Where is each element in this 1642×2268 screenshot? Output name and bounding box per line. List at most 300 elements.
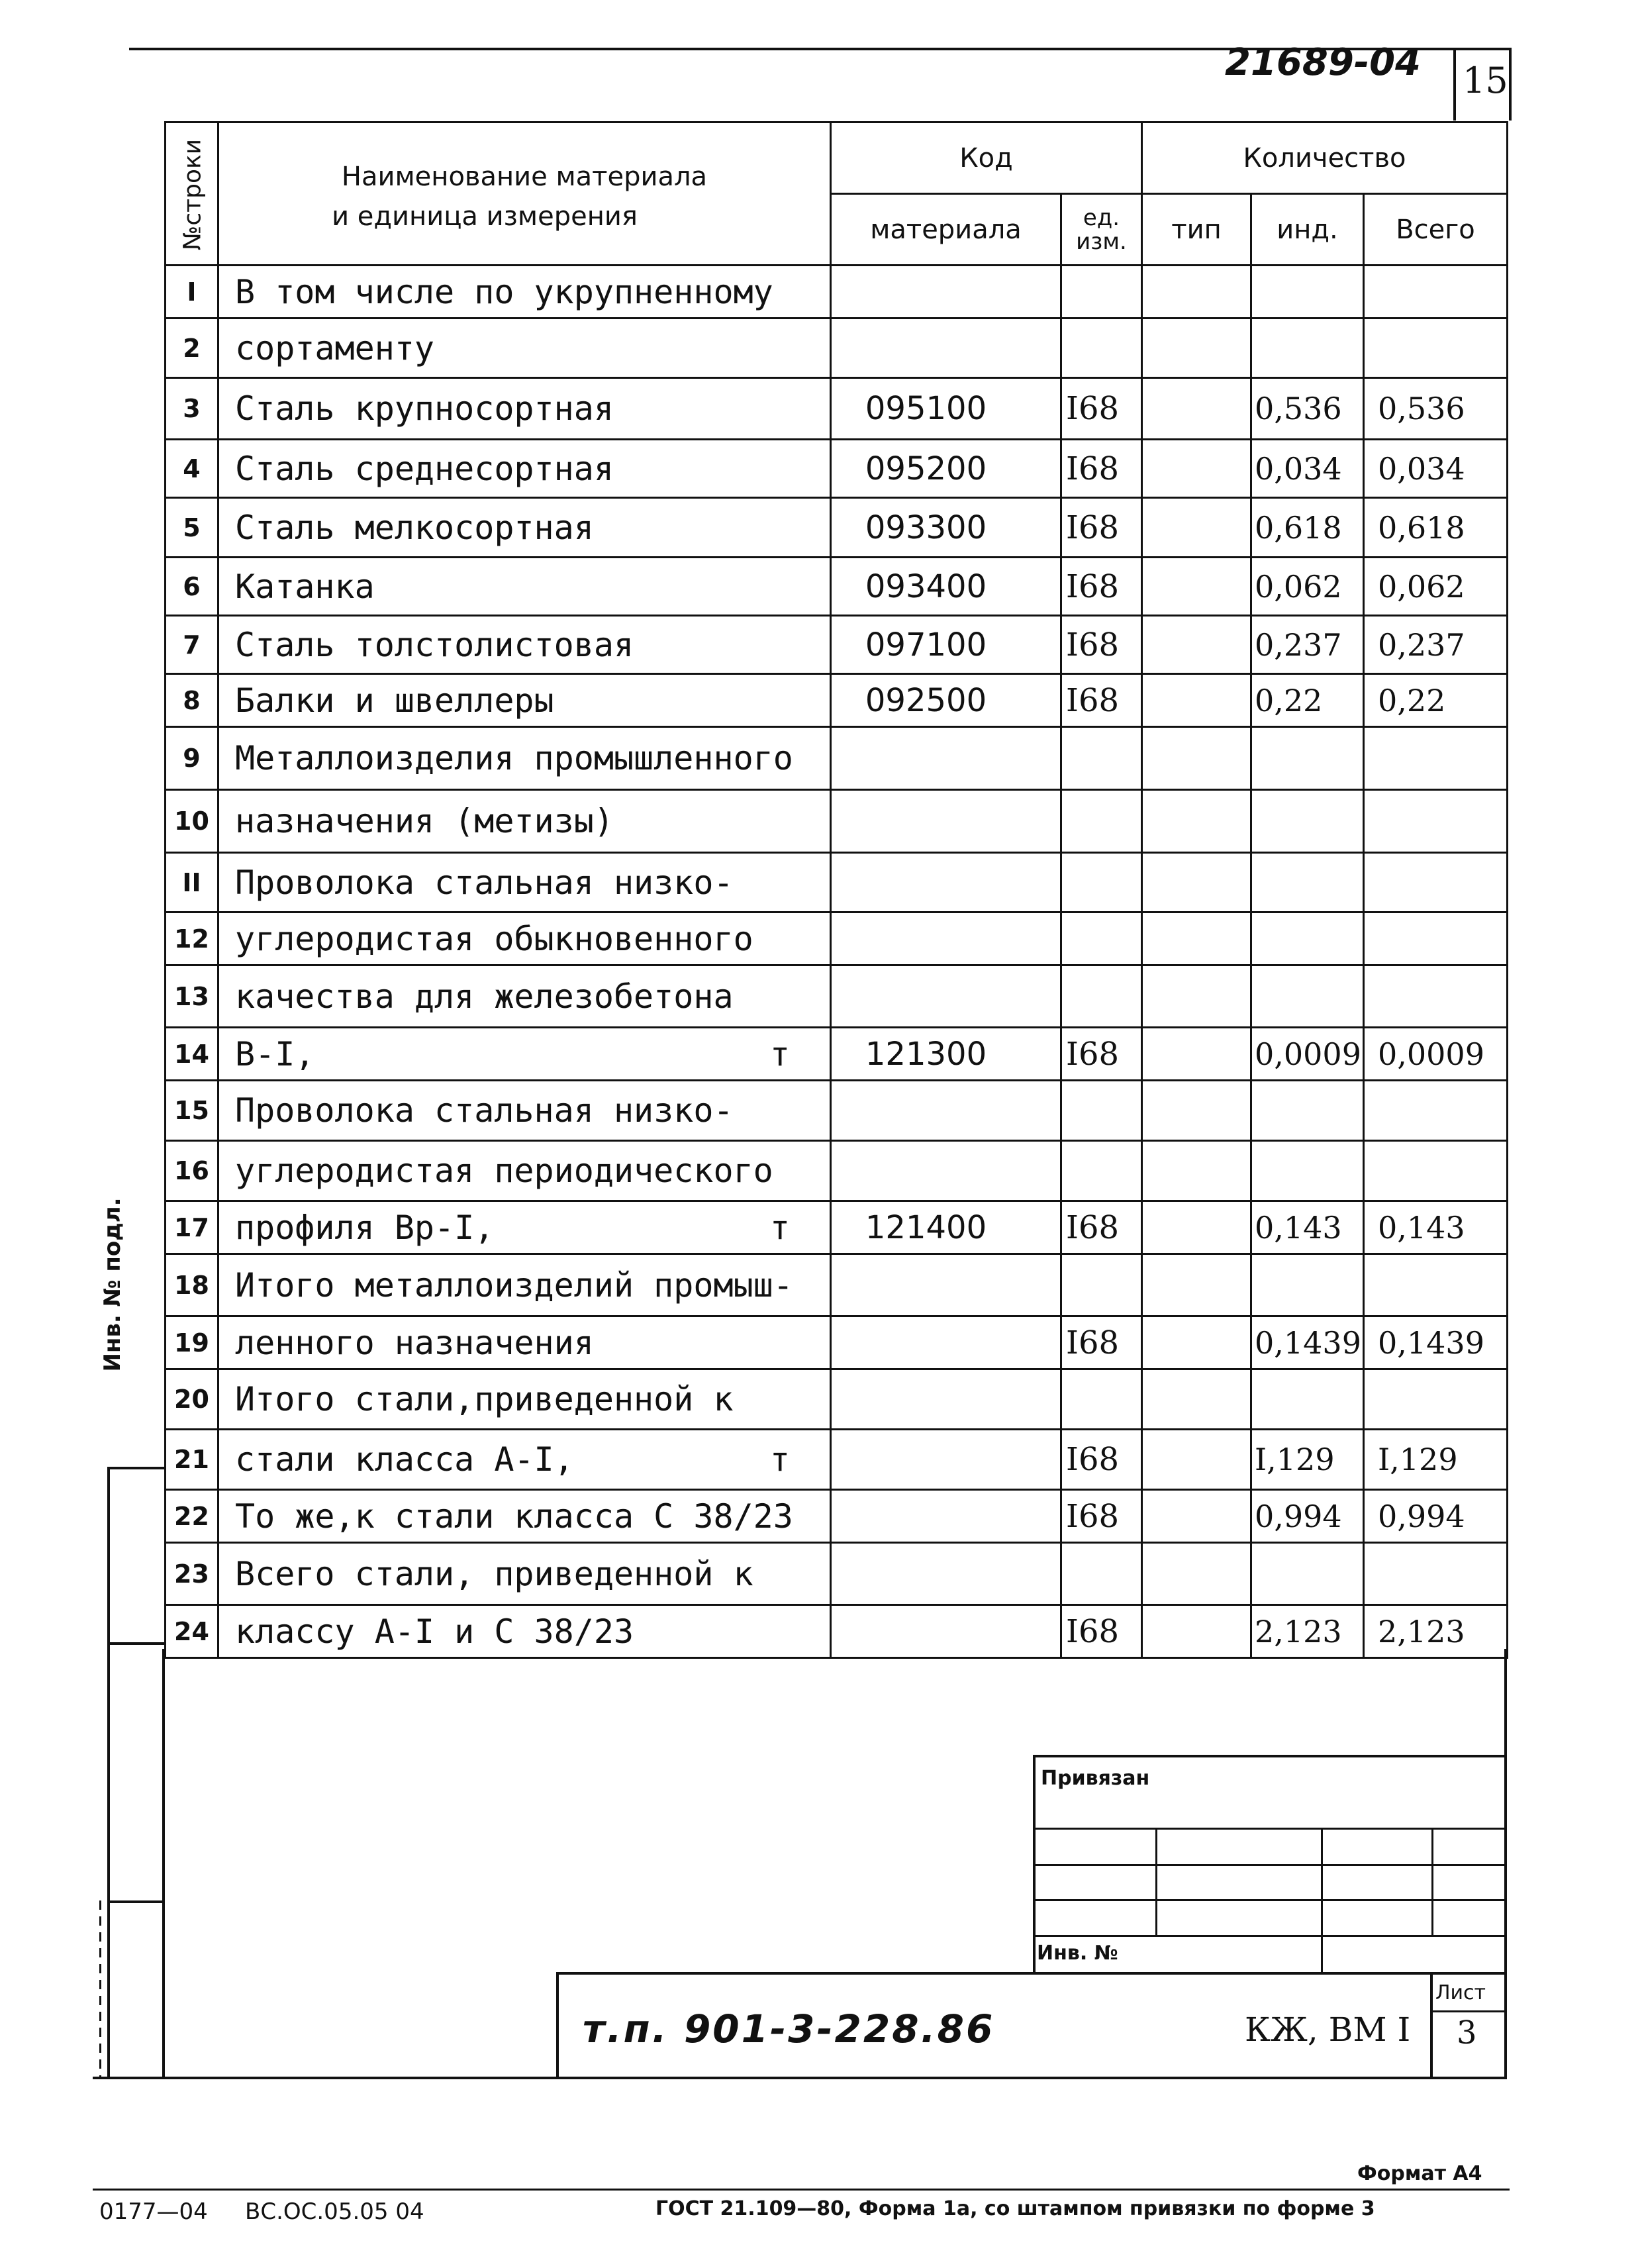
row-number-text: 15	[174, 1096, 209, 1125]
quantity-ind	[1251, 378, 1364, 440]
unit-code-text: I68	[1066, 450, 1120, 487]
materials-table-header	[164, 121, 1508, 266]
footer-code-left2: ВС.ОС.05.05 04	[245, 2198, 424, 2225]
material-code	[831, 498, 1061, 558]
material-name-text: стали класса А-I,	[235, 1440, 574, 1479]
quantity-total	[1364, 1254, 1508, 1316]
row-number	[166, 1369, 218, 1430]
material-code	[831, 558, 1061, 616]
quantity-total	[1364, 558, 1508, 616]
row-number-text: 10	[174, 807, 209, 836]
format-label: Формат А4	[1357, 2162, 1482, 2185]
quantity-total-text: 0,536	[1378, 391, 1465, 426]
row-number-text: 7	[183, 630, 201, 660]
quantity-type	[1142, 853, 1251, 912]
material-code-text: 121300	[865, 1035, 987, 1073]
table-row	[166, 853, 1508, 912]
material-code	[831, 1081, 1061, 1141]
sheet-label: Лист	[1435, 1981, 1486, 2004]
unit-code-text: I68	[1066, 509, 1120, 546]
left-strip-outer-line	[107, 1467, 110, 2079]
row-number	[166, 1543, 218, 1605]
material-name-text: Итого металлоизделий промыш-	[235, 1265, 793, 1305]
quantity-total	[1364, 266, 1508, 319]
material-code	[831, 319, 1061, 378]
quantity-ind-text: 2,123	[1255, 1613, 1342, 1650]
material-code	[831, 1430, 1061, 1490]
quantity-total-text: 0,618	[1378, 509, 1465, 546]
material-code-text: 095100	[865, 390, 987, 427]
quantity-total	[1364, 498, 1508, 558]
quantity-total	[1364, 1201, 1508, 1254]
unit-code	[1061, 1316, 1142, 1369]
material-name-text: Катанка	[235, 567, 375, 606]
row-number-text: 16	[174, 1156, 209, 1185]
table-row	[166, 1081, 1508, 1141]
material-name-text: ленного назначения	[235, 1323, 594, 1362]
unit-code	[1061, 1141, 1142, 1201]
unit-code	[1061, 674, 1142, 727]
quantity-ind	[1251, 266, 1364, 319]
material-name	[218, 558, 831, 616]
table-row	[166, 1369, 1508, 1430]
quantity-total	[1364, 912, 1508, 965]
quantity-ind	[1251, 853, 1364, 912]
quantity-ind	[1251, 674, 1364, 727]
sheet-cell-divider	[1430, 2010, 1507, 2012]
material-code-text: 121400	[865, 1208, 987, 1246]
unit-code	[1061, 266, 1142, 319]
header-code-group: Код	[831, 123, 1142, 194]
row-number	[166, 378, 218, 440]
material-name	[218, 1254, 831, 1316]
unit-code-text: I68	[1066, 567, 1120, 605]
quantity-total	[1364, 965, 1508, 1028]
quantity-total	[1364, 440, 1508, 498]
quantity-total-text: 0,143	[1378, 1209, 1465, 1246]
quantity-total	[1364, 790, 1508, 853]
quantity-type	[1142, 1369, 1251, 1430]
material-name	[218, 674, 831, 727]
quantity-ind	[1251, 1254, 1364, 1316]
material-name-text: Проволока стальная низко-	[235, 1091, 734, 1130]
table-row	[166, 1141, 1508, 1201]
quantity-ind	[1251, 319, 1364, 378]
row-number	[166, 1141, 218, 1201]
footer-line	[93, 2189, 1510, 2191]
material-unit: т	[769, 1440, 790, 1479]
material-code	[831, 1028, 1061, 1081]
material-name	[218, 1141, 831, 1201]
row-number	[166, 1201, 218, 1254]
header-code-material: материала	[831, 194, 1061, 266]
material-name-text: Металлоизделия промышленного	[235, 739, 793, 777]
material-name	[218, 965, 831, 1028]
material-name	[218, 1490, 831, 1543]
quantity-type	[1142, 1605, 1251, 1658]
row-number	[166, 674, 218, 727]
quantity-total	[1364, 1430, 1508, 1490]
material-code	[831, 1316, 1061, 1369]
unit-code	[1061, 1254, 1142, 1316]
quantity-type	[1142, 616, 1251, 674]
header-quantity-ind: инд.	[1251, 194, 1364, 266]
row-number	[166, 912, 218, 965]
material-name-text: профиля Вр-I,	[235, 1208, 495, 1247]
unit-code	[1061, 1430, 1142, 1490]
quantity-type	[1142, 319, 1251, 378]
quantity-type	[1142, 1543, 1251, 1605]
header-row-number	[166, 123, 218, 266]
material-name	[218, 1543, 831, 1605]
quantity-total	[1364, 1605, 1508, 1658]
stamp-v-1	[1155, 1828, 1157, 1935]
table-row	[166, 1490, 1508, 1543]
material-name	[218, 378, 831, 440]
material-name	[218, 1430, 831, 1490]
quantity-ind	[1251, 558, 1364, 616]
material-name-text: То же,к стали класса С 38/23	[235, 1497, 793, 1536]
material-name	[218, 1201, 831, 1254]
row-number-text: 9	[183, 744, 201, 773]
row-number	[166, 1028, 218, 1081]
material-code	[831, 1201, 1061, 1254]
table-row	[166, 1543, 1508, 1605]
material-name	[218, 1369, 831, 1430]
quantity-ind-text: 0,143	[1255, 1209, 1342, 1246]
table-row	[166, 1201, 1508, 1254]
project-number: т.п. 901-3-228.86	[583, 2006, 995, 2051]
unit-code	[1061, 319, 1142, 378]
quantity-total-text: 0,034	[1378, 450, 1465, 487]
quantity-ind-text: 0,536	[1255, 391, 1342, 426]
unit-code	[1061, 965, 1142, 1028]
row-number-text: 8	[183, 685, 201, 715]
quantity-type	[1142, 558, 1251, 616]
inventory-label: Инв. №	[1037, 1942, 1118, 1965]
stamp-h-1	[1033, 1828, 1504, 1830]
quantity-type	[1142, 1430, 1251, 1490]
quantity-total	[1364, 674, 1508, 727]
quantity-type	[1142, 790, 1251, 853]
unit-code	[1061, 378, 1142, 440]
unit-code-text: I68	[1066, 681, 1120, 719]
sheet-value: 3	[1457, 2014, 1477, 2051]
quantity-total	[1364, 1543, 1508, 1605]
material-name	[218, 1316, 831, 1369]
stamp-h-2	[1033, 1864, 1504, 1866]
side-label: Инв. № подл.	[99, 1197, 126, 1372]
quantity-ind	[1251, 1490, 1364, 1543]
quantity-type	[1142, 498, 1251, 558]
quantity-total	[1364, 1081, 1508, 1141]
left-strip-dashed	[99, 1900, 101, 2079]
material-name	[218, 790, 831, 853]
quantity-total	[1364, 378, 1508, 440]
stamp-v-2	[1321, 1828, 1323, 1973]
quantity-total	[1364, 1028, 1508, 1081]
sheet-cell-left	[1430, 1972, 1433, 2079]
quantity-ind	[1251, 1141, 1364, 1201]
unit-code	[1061, 558, 1142, 616]
material-code	[831, 378, 1061, 440]
left-strip-divider-1	[107, 1467, 164, 1469]
quantity-type	[1142, 1254, 1251, 1316]
quantity-total	[1364, 616, 1508, 674]
material-code	[831, 727, 1061, 790]
row-number-text: 20	[174, 1385, 209, 1414]
unit-code	[1061, 1028, 1142, 1081]
material-name	[218, 1081, 831, 1141]
material-name	[218, 853, 831, 912]
quantity-ind	[1251, 1543, 1364, 1605]
quantity-ind	[1251, 1316, 1364, 1369]
quantity-ind	[1251, 965, 1364, 1028]
quantity-ind-text: 0,062	[1255, 568, 1342, 605]
table-row	[166, 912, 1508, 965]
material-code	[831, 440, 1061, 498]
header-row-number-label: №строки	[179, 138, 207, 251]
stamp-h-3	[1033, 1899, 1504, 1901]
document-code: 21689-04	[1225, 41, 1421, 84]
unit-code-text: I68	[1066, 1208, 1120, 1246]
material-name-text: В-I,	[235, 1034, 315, 1073]
row-number-text: 6	[183, 571, 201, 601]
row-number	[166, 790, 218, 853]
unit-code	[1061, 1543, 1142, 1605]
quantity-total-text: 0,062	[1378, 568, 1465, 605]
material-name-text: Итого стали,приведенной к	[235, 1380, 734, 1418]
quantity-ind	[1251, 912, 1364, 965]
left-strip-bottom	[93, 2077, 164, 2079]
row-number	[166, 1254, 218, 1316]
material-code	[831, 1543, 1061, 1605]
row-number	[166, 1490, 218, 1543]
quantity-ind	[1251, 498, 1364, 558]
unit-code-text: I68	[1066, 1324, 1120, 1361]
unit-code	[1061, 727, 1142, 790]
header-quantity-group: Количество	[1142, 123, 1508, 194]
stamp-v-3	[1431, 1828, 1433, 1935]
material-code-text: 093300	[865, 509, 987, 546]
quantity-ind	[1251, 727, 1364, 790]
quantity-type	[1142, 1028, 1251, 1081]
quantity-type	[1142, 1141, 1251, 1201]
table-row	[166, 790, 1508, 853]
unit-code	[1061, 1605, 1142, 1658]
table-row	[166, 319, 1508, 378]
footer-gost: ГОСТ 21.109—80, Форма 1а, со штампом привязки по форме 3	[655, 2197, 1375, 2220]
quantity-total-text: 0,1439	[1378, 1324, 1484, 1361]
material-unit: т	[769, 1208, 790, 1247]
row-number	[166, 440, 218, 498]
table-row	[166, 727, 1508, 790]
quantity-total	[1364, 1490, 1508, 1543]
unit-code-text: I68	[1066, 390, 1120, 427]
row-number	[166, 1430, 218, 1490]
quantity-total	[1364, 1316, 1508, 1369]
frame-left-line	[162, 1649, 165, 2079]
quantity-ind	[1251, 790, 1364, 853]
quantity-ind	[1251, 1201, 1364, 1254]
material-code	[831, 790, 1061, 853]
row-number	[166, 965, 218, 1028]
unit-code	[1061, 1081, 1142, 1141]
row-number	[166, 319, 218, 378]
material-name-text: Балки и швеллеры	[235, 681, 554, 720]
unit-code	[1061, 912, 1142, 965]
unit-code-text: I68	[1066, 1612, 1120, 1650]
table-row	[166, 558, 1508, 616]
row-number	[166, 853, 218, 912]
material-code-text: 097100	[865, 626, 987, 664]
unit-code-text: I68	[1066, 1441, 1120, 1478]
material-name	[218, 616, 831, 674]
material-name	[218, 440, 831, 498]
material-code-text: 092500	[865, 681, 987, 719]
unit-code-text: I68	[1066, 1497, 1120, 1535]
row-number-text: 3	[183, 394, 201, 423]
quantity-type	[1142, 912, 1251, 965]
quantity-ind-text: I,129	[1255, 1442, 1335, 1477]
material-code-text: 095200	[865, 450, 987, 487]
header-quantity-type: тип	[1142, 194, 1251, 266]
material-code	[831, 1490, 1061, 1543]
material-name-text: классу А-I и С 38/23	[235, 1612, 634, 1651]
material-name-text: Сталь толстолистовая	[235, 625, 634, 664]
row-number-text: 18	[174, 1270, 209, 1300]
material-unit: т	[769, 1034, 790, 1073]
quantity-ind	[1251, 440, 1364, 498]
material-name-text: углеродистая обыкновенного	[235, 919, 753, 958]
unit-code	[1061, 440, 1142, 498]
row-number-text: 4	[183, 454, 201, 483]
quantity-ind	[1251, 1369, 1364, 1430]
unit-code	[1061, 1201, 1142, 1254]
left-strip-divider-2	[107, 1642, 164, 1645]
table-row	[166, 1316, 1508, 1369]
material-name	[218, 319, 831, 378]
row-number	[166, 616, 218, 674]
row-number-text: 17	[174, 1212, 209, 1242]
quantity-ind	[1251, 1028, 1364, 1081]
material-name	[218, 266, 831, 319]
quantity-type	[1142, 378, 1251, 440]
table-row	[166, 266, 1508, 319]
quantity-ind-text: 0,034	[1255, 450, 1342, 487]
unit-code-text: I68	[1066, 1035, 1120, 1073]
table-row	[166, 1028, 1508, 1081]
material-code	[831, 1254, 1061, 1316]
material-name-text: углеродистая периодического	[235, 1152, 773, 1190]
quantity-type	[1142, 266, 1251, 319]
header-code-unit: ед. изм.	[1061, 194, 1142, 266]
quantity-type	[1142, 440, 1251, 498]
material-name-text: Проволока стальная низко-	[235, 863, 734, 902]
material-name-text: Сталь среднесортная	[235, 449, 614, 488]
material-code	[831, 853, 1061, 912]
table-row	[166, 965, 1508, 1028]
unit-code	[1061, 853, 1142, 912]
table-row	[166, 1254, 1508, 1316]
material-name-text: сортаменту	[235, 328, 435, 368]
material-name	[218, 498, 831, 558]
material-name	[218, 1605, 831, 1658]
quantity-total	[1364, 727, 1508, 790]
material-name-text: Сталь крупносортная	[235, 389, 614, 428]
quantity-ind-text: 0,994	[1255, 1498, 1342, 1534]
material-code	[831, 1369, 1061, 1430]
row-number-text: 5	[183, 513, 201, 542]
table-row	[166, 498, 1508, 558]
row-number	[166, 727, 218, 790]
row-number-text: 2	[183, 333, 201, 363]
row-number-text: 19	[174, 1328, 209, 1357]
unit-code	[1061, 1490, 1142, 1543]
row-number	[166, 498, 218, 558]
quantity-total	[1364, 853, 1508, 912]
material-name-text: качества для железобетона	[235, 977, 734, 1016]
material-name-text: назначения (метизы)	[235, 802, 614, 840]
quantity-ind-text: 0,0009	[1255, 1036, 1361, 1072]
quantity-ind-text: 0,22	[1255, 682, 1323, 718]
material-code	[831, 616, 1061, 674]
quantity-ind	[1251, 1081, 1364, 1141]
stamp-h-4	[1033, 1935, 1504, 1937]
header-quantity-total: Всего	[1364, 194, 1508, 266]
unit-code	[1061, 790, 1142, 853]
quantity-type	[1142, 1490, 1251, 1543]
material-code	[831, 1605, 1061, 1658]
table-row	[166, 616, 1508, 674]
quantity-total-text: 0,0009	[1378, 1036, 1484, 1072]
material-name	[218, 727, 831, 790]
quantity-ind	[1251, 1430, 1364, 1490]
row-number-text: 24	[174, 1616, 209, 1646]
left-strip-divider-3	[107, 1900, 164, 1903]
page-number-box	[1453, 48, 1512, 121]
material-name	[218, 1028, 831, 1081]
section-code: КЖ, ВМ I	[1245, 2010, 1411, 2049]
quantity-total-text: 0,994	[1378, 1498, 1465, 1534]
quantity-ind-text: 0,618	[1255, 509, 1342, 546]
quantity-total	[1364, 1369, 1508, 1430]
quantity-total-text: I,129	[1378, 1442, 1458, 1477]
quantity-type	[1142, 727, 1251, 790]
row-number	[166, 1316, 218, 1369]
row-number	[166, 558, 218, 616]
row-number	[166, 1605, 218, 1658]
unit-code	[1061, 616, 1142, 674]
unit-code	[1061, 1369, 1142, 1430]
header-name-line2: и единица измерения	[332, 201, 638, 232]
unit-code-text: I68	[1066, 626, 1120, 664]
table-row	[166, 1605, 1508, 1658]
quantity-type	[1142, 674, 1251, 727]
table-row	[166, 674, 1508, 727]
row-number-text: 23	[174, 1559, 209, 1589]
page-number: 15	[1463, 60, 1508, 101]
row-number-text: 14	[174, 1039, 209, 1069]
material-name-text: В том числе по укрупненному	[235, 272, 773, 311]
quantity-type	[1142, 1316, 1251, 1369]
quantity-total	[1364, 1141, 1508, 1201]
header-name-line1: Наименование материала	[341, 161, 708, 192]
material-code	[831, 965, 1061, 1028]
quantity-ind-text: 0,237	[1255, 626, 1342, 663]
materials-table-body	[164, 264, 1508, 1659]
row-number-text: I	[187, 277, 197, 307]
